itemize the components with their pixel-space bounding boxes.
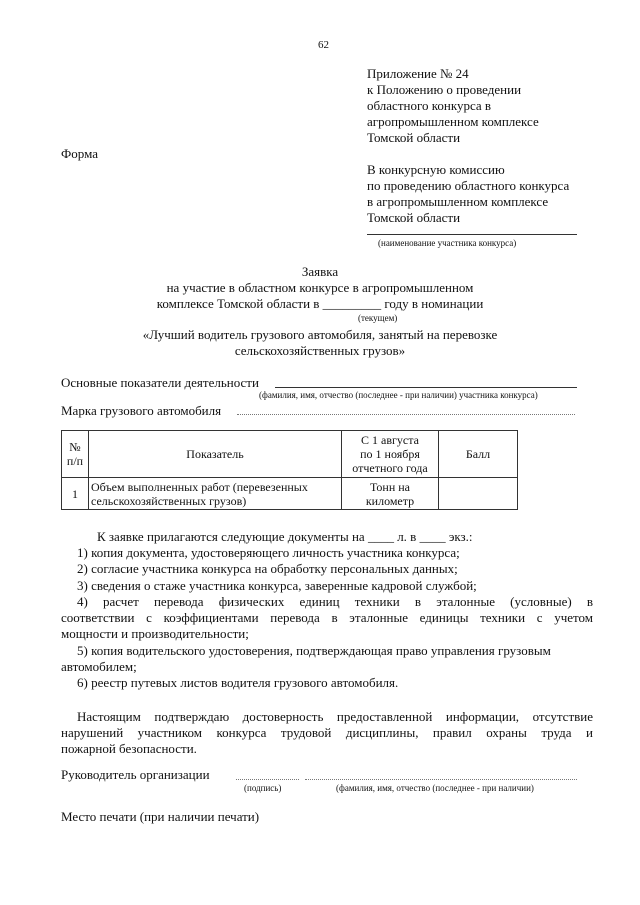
truck-brand-label: Марка грузового автомобиля	[61, 403, 222, 418]
confirm-line: пожарной безопасности.	[61, 741, 197, 756]
cell-num: 1	[62, 478, 89, 510]
page-number: 62	[318, 39, 329, 51]
nomination-line: «Лучший водитель грузового автомобиля, занятый на перевозке	[142, 327, 498, 342]
nomination-line: сельскохозяйственных грузов»	[234, 343, 406, 358]
cell-indicator-line: сельскохозяйственных грузов)	[91, 493, 247, 508]
stamp-place: Место печати (при наличии печати)	[61, 809, 260, 824]
confirm-line: Настоящим подтверждаю достоверность предоставленной информации, отсутствие	[77, 709, 593, 724]
doc-item: 3) сведения о стаже участника конкурса, заверенные кадровой службой;	[77, 578, 477, 593]
head-name-line	[305, 779, 577, 780]
indicators-table	[61, 430, 518, 510]
addressee-line: Томской области	[367, 210, 461, 225]
indicators-caption: (фамилия, имя, отчество (последнее - при наличии) участника конкурса)	[259, 390, 538, 400]
doc-item: 4) расчет перевода физических единиц техники в эталонные (условные) в	[77, 594, 593, 609]
signature-caption: (подпись)	[244, 783, 282, 793]
doc-item-cont: автомобилем;	[61, 659, 137, 674]
cell-indicator	[89, 478, 342, 510]
appendix-line: агропромышленном комплексе	[367, 114, 539, 129]
indicators-line	[275, 387, 577, 388]
doc-item: 5) копия водительского удостоверения, подтверждающая право управления грузовым	[77, 643, 551, 658]
participant-name-line	[367, 234, 577, 235]
header-score: Балл	[439, 431, 518, 478]
header-num	[62, 431, 89, 478]
doc-item: 6) реестр путевых листов водителя грузового автомобиля.	[77, 675, 399, 690]
title-line: комплексе Томской области в _________ году в номинации	[156, 296, 484, 311]
cell-unit-line: Тонн на	[369, 479, 411, 494]
signature-line	[236, 779, 299, 780]
title-word: Заявка	[301, 264, 339, 279]
addressee-line: по проведению областного конкурса	[367, 178, 570, 193]
doc-item: 2) согласие участника конкурса на обработку персональных данных;	[77, 561, 458, 576]
appendix-line: областного конкурса в	[367, 98, 492, 113]
form-label: Форма	[61, 146, 98, 161]
addressee-line: В конкурсную комиссию	[367, 162, 505, 177]
table-header-row	[62, 431, 518, 478]
docs-intro: К заявке прилагаются следующие документы на ____ л. в ____ экз.:	[97, 529, 473, 544]
doc-item-cont: соответствии с коэффициентами перевода в эталонные единицы техники с учетом	[61, 610, 593, 625]
header-period-line: по 1 ноября	[360, 447, 420, 461]
header-num-line: п/п	[66, 454, 84, 468]
table-row	[62, 478, 518, 510]
header-period	[342, 431, 439, 478]
indicators-label: Основные показатели деятельности	[61, 375, 259, 390]
cell-score[interactable]	[439, 478, 518, 510]
cell-unit	[342, 478, 439, 510]
appendix-line: Приложение № 24	[367, 66, 469, 81]
head-of-organization-label: Руководитель организации	[61, 767, 210, 782]
head-name-caption: (фамилия, имя, отчество (последнее - при наличии)	[336, 783, 534, 793]
header-period-line: отчетного года	[352, 461, 428, 475]
doc-item-cont: мощности и производительности;	[61, 626, 249, 641]
appendix-line: к Положению о проведении	[367, 82, 522, 97]
header-indicator: Показатель	[89, 431, 342, 478]
cell-indicator-line: Объем выполненных работ (перевезенных	[91, 479, 308, 494]
year-caption: (текущем)	[358, 313, 398, 323]
title-line: на участие в областном конкурсе в агропромышленном	[166, 280, 474, 295]
confirm-line: нарушений участником конкурса трудовой дисциплины, правил охраны труда и	[61, 725, 593, 740]
header-period-line: С 1 августа	[361, 433, 419, 447]
addressee-line: в агропромышленном комплексе	[367, 194, 549, 209]
appendix-line: Томской области	[367, 130, 461, 145]
cell-unit-line: километр	[365, 493, 415, 508]
truck-brand-line	[237, 414, 575, 415]
participant-name-caption: (наименование участника конкурса)	[378, 238, 517, 248]
doc-item: 1) копия документа, удостоверяющего личность участника конкурса;	[77, 545, 460, 560]
header-num-line: №	[69, 440, 81, 454]
